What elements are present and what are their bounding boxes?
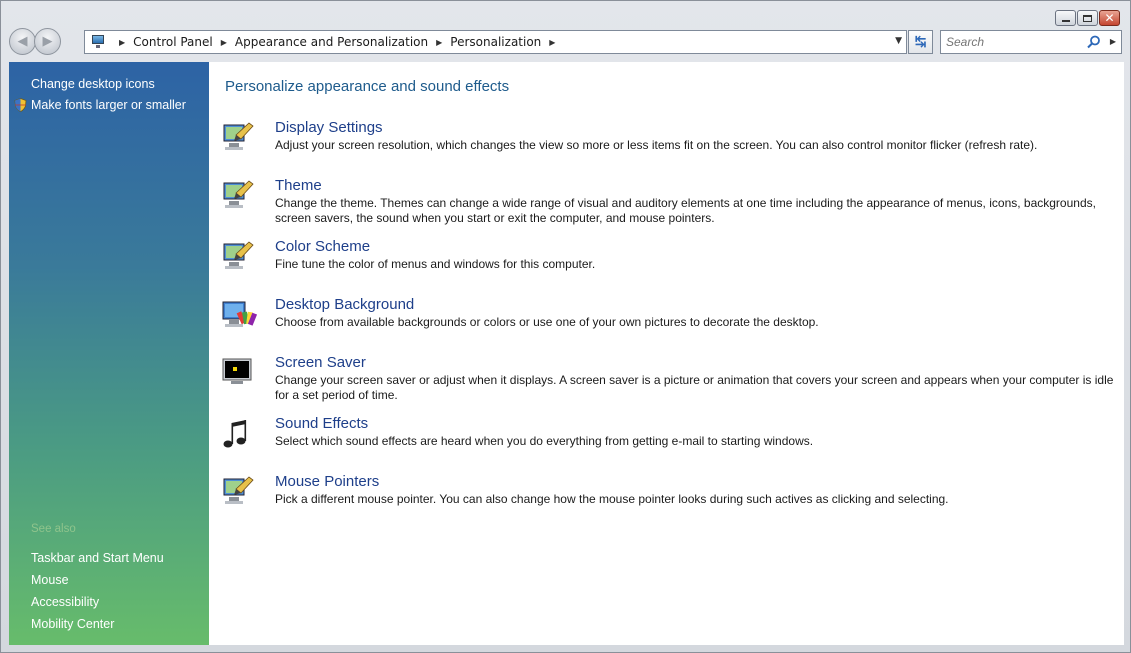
crumb-separator-icon[interactable]: ▶ [220,37,227,47]
task-change-desktop-icons[interactable]: Change desktop icons [31,77,155,91]
search-options-icon[interactable]: ▶ [1109,37,1116,46]
breadcrumb-appearance[interactable]: Appearance and Personalization [234,35,429,49]
desktop-background-icon [221,298,257,332]
see-also-taskbar[interactable]: Taskbar and Start Menu [31,551,164,565]
color-scheme-description: Fine tune the color of menus and windows for this computer. [275,257,596,271]
back-arrow-icon: ◀ [17,34,28,49]
desktop-background-description: Choose from available backgrounds or colors or use one of your own pictures to decorate the desktop. [275,315,819,329]
address-bar[interactable] [84,30,907,54]
theme-description: Change the theme. Themes can change a wide range of visual and auditory elements at one time including the appearance of menus, icons, backgrounds, screen savers, the sound when you start or exit the computer, and mouse pointers. [275,196,1096,225]
navigation-buttons [9,28,59,55]
control-panel-icon [89,33,111,51]
crumb-separator-icon[interactable]: ▶ [436,37,443,47]
sound-effects-description: Select which sound effects are heard when you do everything from getting e-mail to starting windows. [275,434,814,448]
see-also-mouse[interactable]: Mouse [31,573,69,587]
color-scheme-link[interactable]: Color Scheme [275,238,371,255]
address-dropdown-icon[interactable]: ▼ [895,36,902,46]
see-also-mobility-center[interactable]: Mobility Center [31,617,115,631]
search-icon[interactable] [1087,35,1101,49]
display-settings-description: Adjust your screen resolution, which changes the view so more or less items fit on the screen. You can also control monitor flicker (refresh rate). [275,138,1038,152]
shield-icon [14,98,27,112]
minimize-icon [1062,20,1070,22]
main-content [209,62,1124,645]
desktop-background-link[interactable]: Desktop Background [275,296,415,313]
maximize-icon [1083,15,1092,22]
page-title: Personalize appearance and sound effects [225,78,510,95]
minimize-button[interactable] [1055,10,1076,26]
mouse-pointers-link[interactable]: Mouse Pointers [275,473,380,490]
close-icon: ✕ [1104,11,1115,25]
mouse-pointers-description: Pick a different mouse pointer. You can also change how the mouse pointer looks during such actives as clicking and selecting. [275,492,949,506]
caption-buttons [1055,10,1120,26]
screen-saver-icon [221,356,257,390]
theme-link[interactable]: Theme [275,177,322,194]
see-also-accessibility[interactable]: Accessibility [31,595,100,609]
refresh-button[interactable] [908,30,933,54]
crumb-separator-icon[interactable]: ▶ [549,37,556,47]
screen-saver-description: Change your screen saver or adjust when it displays. A screen saver is a picture or animation that covers your screen and appears when your computer is idle for a set period of time. [275,373,1114,402]
refresh-icon: ↹ [914,34,927,50]
sound-effects-link[interactable]: Sound Effects [275,415,369,432]
breadcrumb-personalization[interactable]: Personalization [450,35,542,49]
search-box [940,30,1122,54]
color-scheme-icon [221,240,257,274]
close-button[interactable] [1099,10,1120,26]
forward-arrow-icon: ▶ [42,34,53,49]
forward-button[interactable] [34,28,61,55]
maximize-button[interactable] [1077,10,1098,26]
breadcrumb-control-panel[interactable]: Control Panel [133,35,213,49]
search-input[interactable] [946,35,1086,49]
task-pane [9,62,209,645]
mouse-pointers-icon [221,475,257,509]
screen-saver-link[interactable]: Screen Saver [275,354,366,371]
see-also-heading: See also [31,523,76,535]
display-settings-link[interactable]: Display Settings [275,119,383,136]
display-settings-icon [221,121,257,155]
back-button[interactable] [9,28,36,55]
sound-effects-icon [221,417,257,451]
theme-icon [221,179,257,213]
task-make-fonts-larger[interactable]: Make fonts larger or smaller [31,98,186,112]
crumb-separator-icon[interactable]: ▶ [119,37,126,47]
